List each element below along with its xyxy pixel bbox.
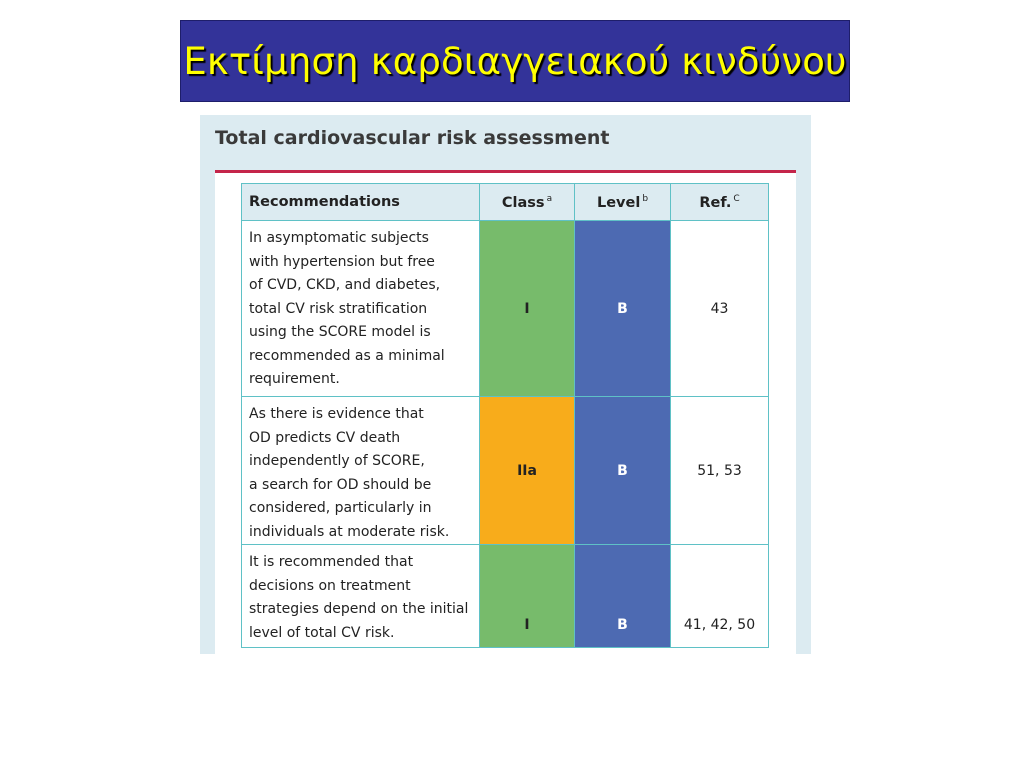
slide-title: Εκτίμηση καρδιαγγειακού κινδύνου xyxy=(183,39,847,83)
table-area xyxy=(215,173,796,654)
recommendation-text: It is recommended that decisions on treatment strategies depend on the initial level of total CV risk. xyxy=(242,545,480,648)
table-row xyxy=(242,397,769,545)
level-cell: B xyxy=(575,545,671,648)
recommendation-text: In asymptomatic subjects with hypertension but free of CVD, CKD, and diabetes, total CV risk stratification using the SCORE model is recommended as a minimal requirement. xyxy=(242,221,480,397)
header-class-footnote: a xyxy=(546,193,553,204)
class-cell: IIa xyxy=(480,397,575,545)
class-cell: I xyxy=(480,221,575,397)
ref-cell: 43 xyxy=(671,221,769,397)
table-header-row xyxy=(242,184,769,221)
header-level: Level $^b$ xyxy=(575,184,671,221)
recommendation-text: As there is evidence that OD predicts CV death independently of SCORE, a search for OD should be considered, particularly in individuals at moderate risk. xyxy=(242,397,480,545)
table-row xyxy=(242,221,769,397)
guideline-panel xyxy=(200,115,811,654)
header-class: Class $^a$ xyxy=(480,184,575,221)
table-row xyxy=(242,545,769,648)
header-recommendations: Recommendations xyxy=(242,184,480,221)
header-level-footnote: b xyxy=(642,193,649,204)
slide-title-bar xyxy=(180,20,850,102)
panel-title: Total cardiovascular risk assessment xyxy=(215,127,610,149)
header-ref-footnote: C xyxy=(733,193,740,204)
level-cell: B xyxy=(575,397,671,545)
level-cell: B xyxy=(575,221,671,397)
header-ref: Ref. $^C$ xyxy=(671,184,769,221)
class-cell: I xyxy=(480,545,575,648)
recommendations-table xyxy=(241,183,769,648)
ref-cell: 41, 42, 50 xyxy=(671,545,769,648)
ref-cell: 51, 53 xyxy=(671,397,769,545)
